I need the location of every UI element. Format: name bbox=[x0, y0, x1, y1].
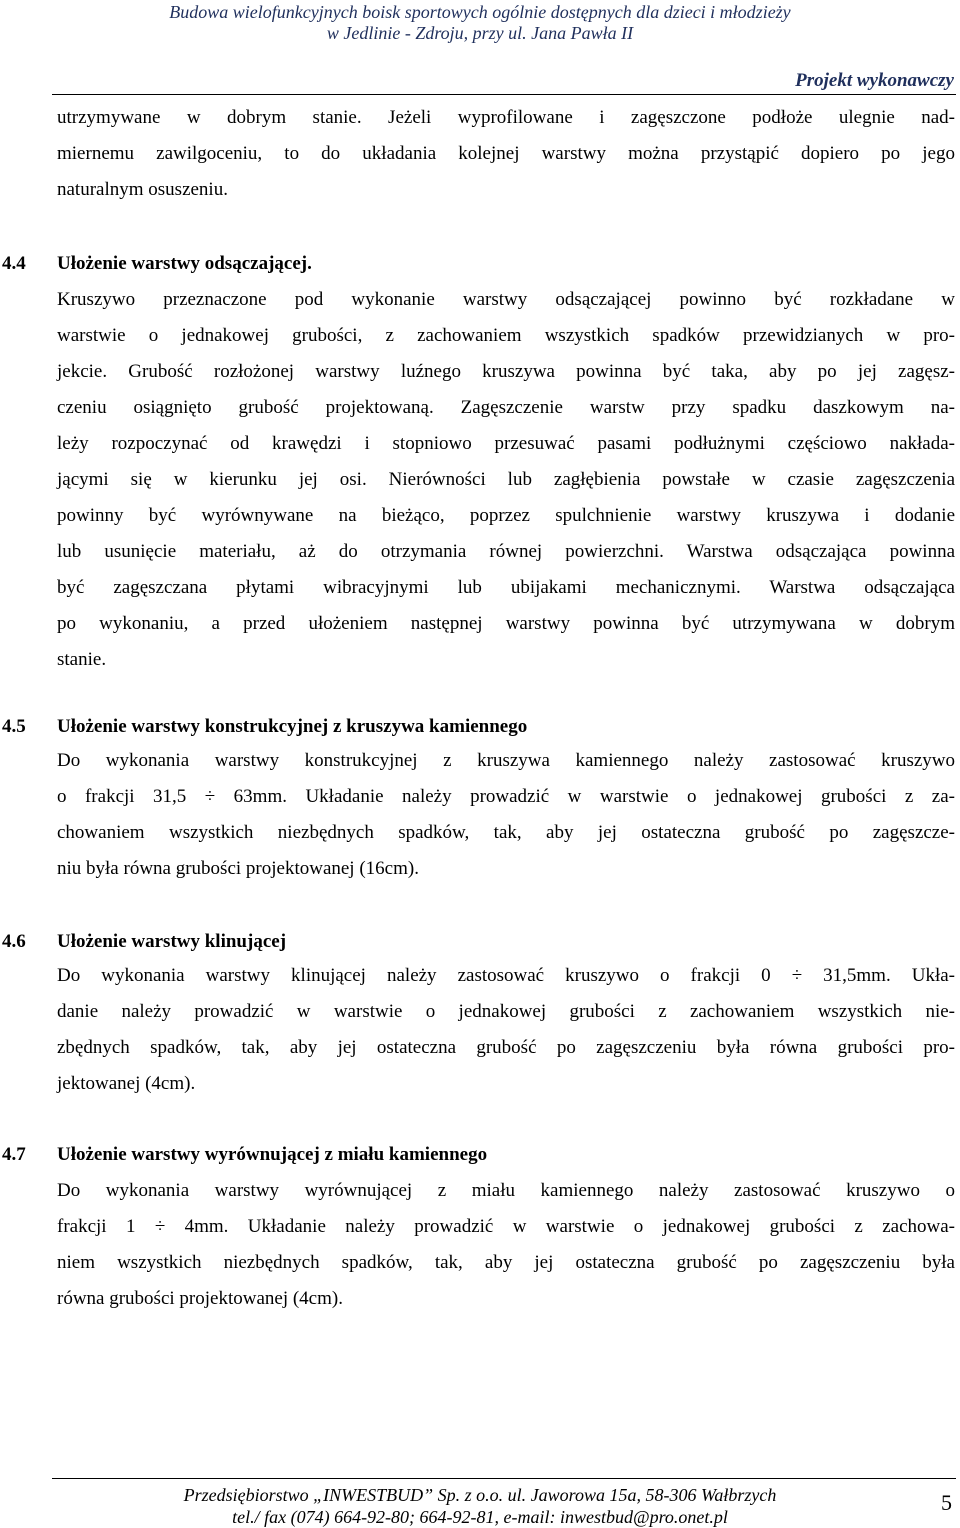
footer-contact-line: tel./ fax (074) 664-92-80; 664-92-81, e-mail: inwestbud@pro.onet.pl bbox=[232, 1507, 728, 1527]
body-line: równa grubości projektowanej (4cm). bbox=[57, 1288, 343, 1309]
body-line: danie należy prowadzić w warstwie o jednakowej grubości z zachowaniem wszystkich nie- bbox=[57, 1001, 955, 1022]
body-line: frakcji 1 ÷ 4mm. Układanie należy prowadzić w warstwie o jednakowej grubości z zachowa- bbox=[57, 1216, 955, 1237]
section-4-4-body bbox=[57, 282, 955, 678]
body-line: jektowanej (4cm). bbox=[57, 1073, 196, 1094]
body-line: jekcie. Grubość rozłożonej warstwy luźnego kruszywa powinna być taka, aby po jej zagęsz- bbox=[57, 361, 955, 382]
body-line: Do wykonania warstwy konstrukcyjnej z kruszywa kamiennego należy zastosować kruszywo bbox=[57, 750, 955, 771]
intro-line: naturalnym osuszeniu. bbox=[57, 179, 228, 200]
body-line: o frakcji 31,5 ÷ 63mm. Układanie należy prowadzić w warstwie o jednakowej grubości z za- bbox=[57, 786, 955, 807]
body-line: zbędnych spadków, tak, aby jej ostateczna grubość po zagęszczeniu była równa grubości pro- bbox=[57, 1037, 955, 1058]
section-4-6-body bbox=[57, 958, 955, 1102]
body-line: stanie. bbox=[57, 649, 107, 670]
project-type-label: Projekt wykonawczy bbox=[795, 70, 954, 91]
section-4-5-title: Ułożenie warstwy konstrukcyjnej z kruszywa kamiennego bbox=[57, 716, 528, 737]
intro-line: miernemu zawilgoceniu, to do układania kolejnej warstwy można przystąpić dopiero po jego bbox=[57, 143, 955, 164]
section-4-7-body bbox=[57, 1173, 955, 1317]
body-line: warstwie o jednakowej grubości, z zachowaniem wszystkich spadków przewidzianych w pro- bbox=[57, 325, 955, 346]
body-line: czeniu osiągnięto grubość projektowaną. Zagęszczenie warstw przy spadku daszkowym na- bbox=[57, 397, 955, 418]
body-line: powinny być wyrównywane na bieżąco, poprzez spulchnienie warstwy kruszywa i dodanie bbox=[57, 505, 955, 526]
footer-rule bbox=[52, 1478, 956, 1479]
body-line: Kruszywo przeznaczone pod wykonanie warstwy odsączającej powinno być rozkładane w bbox=[57, 289, 955, 310]
body-line: jącymi się w kierunku jej osi. Nierówności lub zagłębienia powstałe w czasie zagęszczenia bbox=[57, 469, 955, 490]
body-line: niem wszystkich niezbędnych spadków, tak, aby jej ostateczna grubość po zagęszczeniu była bbox=[57, 1252, 955, 1273]
header-title-line-2: w Jedlinie - Zdroju, przy ul. Jana Pawła II bbox=[326, 23, 634, 43]
section-4-5-body bbox=[57, 743, 955, 887]
header-rule bbox=[52, 94, 956, 95]
intro-paragraph bbox=[57, 100, 955, 208]
body-line: po wykonaniu, a przed ułożeniem następnej warstwy powinna być utrzymywana w dobrym bbox=[57, 613, 955, 634]
header-title-line-1: Budowa wielofunkcyjnych boisk sportowych ogólnie dostępnych dla dzieci i młodzieży bbox=[169, 2, 791, 22]
section-4-5-number: 4.5 bbox=[2, 716, 26, 737]
body-line: Do wykonania warstwy klinującej należy zastosować kruszywo o frakcji 0 ÷ 31,5mm. Ukła- bbox=[57, 965, 955, 986]
body-line: leży rozpoczynać od krawędzi i stopniowo przesuwać pasami podłużnymi częściowo nakłada- bbox=[57, 433, 955, 454]
page-number: 5 bbox=[941, 1490, 952, 1515]
section-4-4-title: Ułożenie warstwy odsączającej. bbox=[57, 253, 312, 274]
intro-line: utrzymywane w dobrym stanie. Jeżeli wyprofilowane i zagęszczone podłoże ulegnie nad- bbox=[57, 107, 955, 128]
body-line: lub usunięcie materiału, aż do otrzymania równej powierzchni. Warstwa odsączająca powinna bbox=[57, 541, 955, 562]
section-4-7-title: Ułożenie warstwy wyrównującej z miału kamiennego bbox=[57, 1144, 488, 1165]
body-line: chowaniem wszystkich niezbędnych spadków, tak, aby jej ostateczna grubość po zagęszcze- bbox=[57, 822, 955, 843]
section-4-6-number: 4.6 bbox=[2, 931, 26, 952]
body-line: Do wykonania warstwy wyrównującej z miału kamiennego należy zastosować kruszywo o bbox=[57, 1180, 955, 1201]
body-line: niu była równa grubości projektowanej (16cm). bbox=[57, 858, 419, 879]
section-4-4-number: 4.4 bbox=[2, 253, 26, 274]
footer-company-line: Przedsiębiorstwo „INWESTBUD” Sp. z o.o. ul. Jaworowa 15a, 58-306 Wałbrzych bbox=[183, 1485, 777, 1505]
body-line: być zagęszczana płytami wibracyjnymi lub ubijakami mechanicznymi. Warstwa odsączająca bbox=[57, 577, 955, 598]
section-4-6-title: Ułożenie warstwy klinującej bbox=[57, 931, 287, 952]
section-4-7-number: 4.7 bbox=[2, 1144, 26, 1165]
